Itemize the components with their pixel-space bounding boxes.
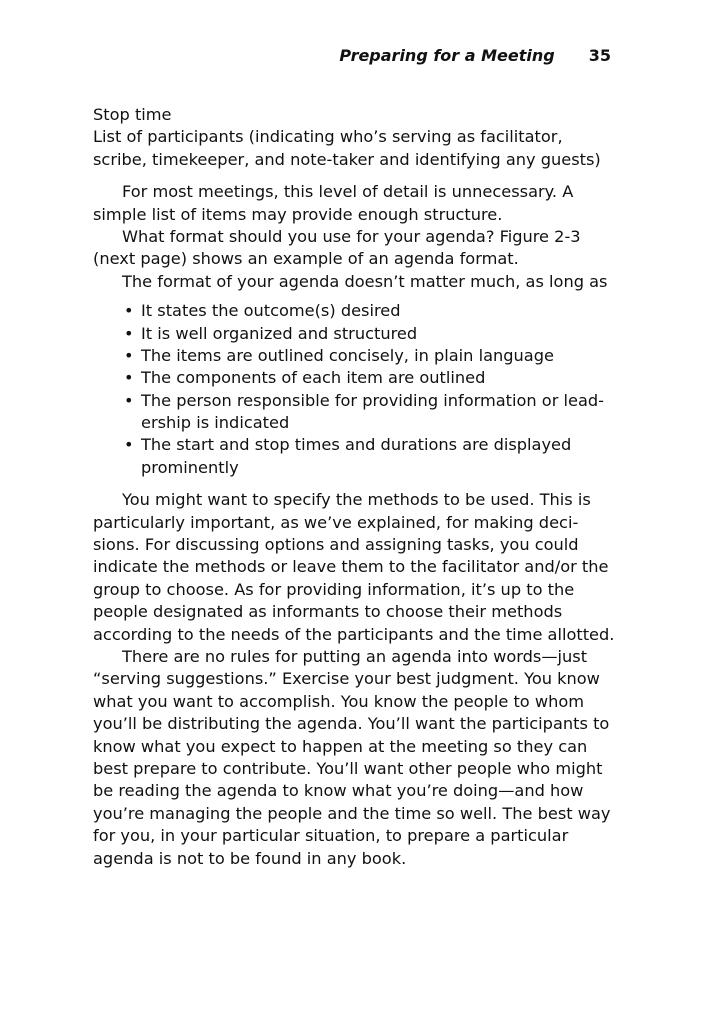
- bullet-item: [93, 345, 611, 367]
- text-line: indicate the methods or leave them to the facilitator and/or the: [93, 557, 609, 577]
- text-line: List of participants (indicating who’s serving as facilitator,: [93, 127, 563, 147]
- bullet-icon: •: [124, 368, 134, 388]
- bullet-text: ership is indicated: [141, 413, 290, 433]
- bullet-text: prominently: [141, 457, 239, 477]
- bullet-icon: •: [124, 435, 134, 455]
- bullet-icon: •: [124, 301, 134, 321]
- text-line: (next page) shows an example of an agenda format.: [93, 249, 519, 269]
- text-line: “serving suggestions.” Exercise your best judgment. You know: [93, 669, 600, 689]
- page-body: [93, 104, 615, 870]
- text-line: be reading the agenda to know what you’re doing—and how: [93, 781, 584, 801]
- text-line: for you, in your particular situation, to prepare a particular: [93, 826, 569, 846]
- paragraph: [93, 226, 611, 271]
- paragraph: [93, 181, 611, 226]
- bullet-icon: •: [124, 390, 134, 410]
- bullet-text: It states the outcome(s) desired: [141, 301, 401, 321]
- text-line: know what you expect to happen at the meeting so they can: [93, 736, 588, 756]
- text-line: scribe, timekeeper, and note-taker and identifying any guests): [93, 149, 601, 169]
- bullet-list: [93, 300, 611, 479]
- bullet-item: [93, 367, 611, 389]
- text-line: For most meetings, this level of detail is unnecessary. A: [122, 182, 574, 202]
- bullet-item: [93, 323, 611, 345]
- bullet-icon: •: [124, 323, 134, 343]
- bullet-item: [93, 300, 611, 322]
- bullet-item: [93, 390, 611, 435]
- text-line: What format should you use for your agenda? Figure 2-3: [122, 226, 581, 246]
- bullet-text: The person responsible for providing information or lead-: [141, 390, 605, 410]
- text-line: agenda is not to be found in any book.: [93, 848, 407, 868]
- bullet-icon: •: [124, 345, 134, 365]
- bullet-item: [93, 434, 611, 479]
- text-line: sions. For discussing options and assigning tasks, you could: [93, 535, 579, 555]
- page-number: 35: [588, 46, 611, 65]
- bullet-text: The items are outlined concisely, in plain language: [141, 345, 554, 365]
- text-line: best prepare to contribute. You’ll want other people who might: [93, 758, 603, 778]
- paragraph: [93, 271, 611, 293]
- text-line: you’re managing the people and the time so well. The best way: [93, 803, 611, 823]
- text-line: group to choose. As for providing information, it’s up to the: [93, 579, 575, 599]
- paragraph: [93, 489, 615, 646]
- text-line: You might want to specify the methods to be used. This is: [122, 490, 591, 510]
- text-line: people designated as informants to choose their methods: [93, 602, 563, 622]
- bullet-text: It is well organized and structured: [141, 323, 418, 343]
- text-line: simple list of items may provide enough structure.: [93, 204, 503, 224]
- text-line: you’ll be distributing the agenda. You’ll want the participants to: [93, 714, 610, 734]
- text-line: what you want to accomplish. You know the people to whom: [93, 691, 585, 711]
- text-line: particularly important, as we’ve explained, for making deci-: [93, 512, 579, 532]
- text-line: There are no rules for putting an agenda into words—just: [122, 646, 588, 666]
- running-head: [93, 46, 611, 66]
- paragraph: [93, 646, 611, 870]
- text-line: Stop time: [93, 105, 172, 124]
- agenda-items-continued: [93, 104, 611, 171]
- bullet-text: The start and stop times and durations are displayed: [141, 435, 572, 455]
- text-line: The format of your agenda doesn’t matter much, as long as: [122, 271, 608, 291]
- chapter-title: Preparing for a Meeting: [339, 46, 555, 65]
- bullet-text: The components of each item are outlined: [141, 368, 486, 388]
- text-line: according to the needs of the participants and the time allotted.: [93, 624, 615, 644]
